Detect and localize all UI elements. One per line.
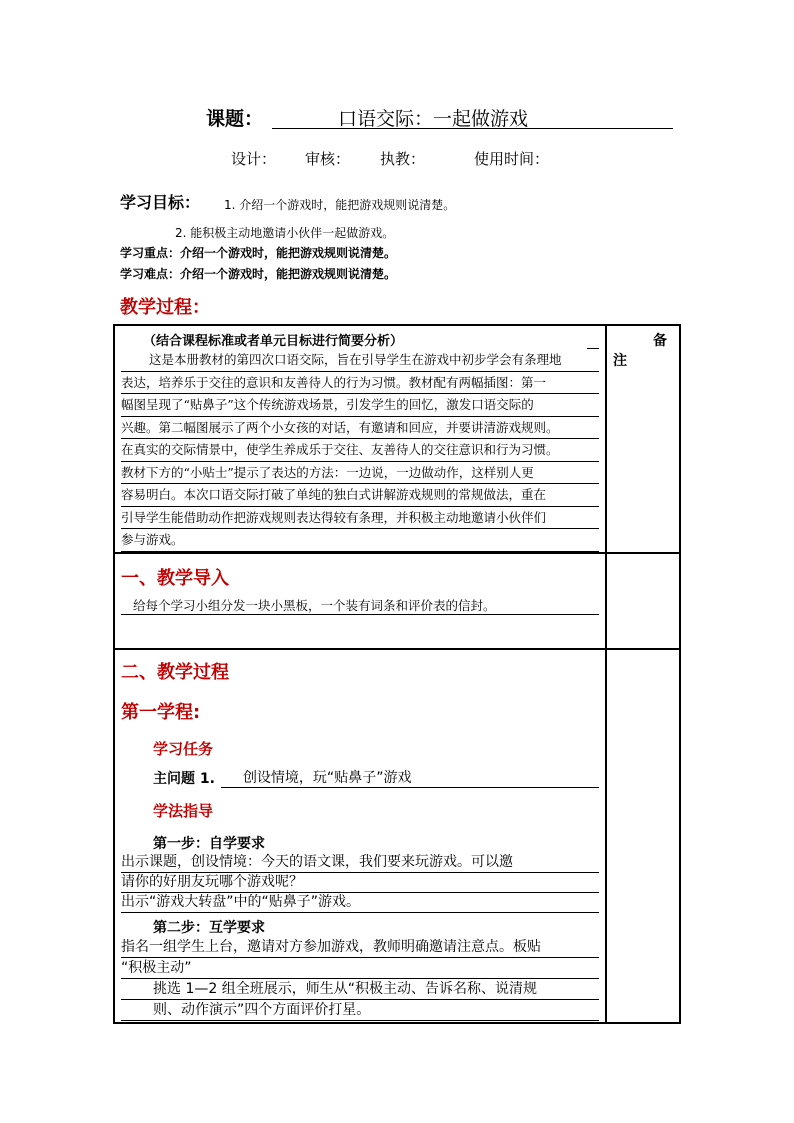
difficulty: 学习难点：介绍一个游戏时，能把游戏规则说清楚。 (120, 267, 397, 281)
step2-line: 指名一组学生上台，邀请对方参加游戏，教师明确邀请注意点。板贴 (121, 937, 599, 958)
header-blank (587, 334, 599, 349)
step1-line: 出示课题，创设情境：今天的语文课，我们要来玩游戏。可以邀 (121, 853, 599, 873)
step1-line: 出示“游戏大转盘”中的“贴鼻子”游戏。 (121, 893, 599, 913)
notes-cell (606, 553, 680, 649)
step1-label: 第一步：自学要求 (153, 835, 265, 852)
analysis-cell (114, 325, 606, 553)
step2-line: 挑选 1—2 组全班展示，师生从“积极主动、告诉名称、说清规 (121, 979, 599, 1000)
title-row (0, 104, 794, 132)
analysis-line: 幅图呈现了“贴鼻子”这个传统游戏场景，引发学生的回忆，激发口语交际的 (121, 394, 599, 417)
analysis-text (121, 349, 599, 552)
section1-text: 给每个学习小组分发一块小黑板，一个装有词条和评价表的信封。 (121, 598, 599, 615)
step2-line: “积极主动” (121, 958, 599, 979)
title-label: 课题： (206, 108, 264, 130)
goal-2: 2. 能积极主动地邀请小伙伴一起做游戏。 (175, 226, 395, 240)
goal-1: 1. 介绍一个游戏时，能把游戏规则说清楚。 (224, 198, 456, 212)
use-time-label: 使用时间： (474, 150, 550, 168)
main-question (121, 767, 599, 788)
review-label: 审核： (305, 150, 351, 168)
step2-label: 第二步：互学要求 (153, 919, 265, 936)
notes-label-2: 注 (613, 353, 627, 369)
analysis-line: 在真实的交际情景中，使学生养成乐于交往、友善待人的交往意识和行为习惯。 (121, 439, 599, 462)
analysis-line: 表达，培养乐于交往的意识和友善待人的行为习惯。教材配有两幅插图：第一 (121, 372, 599, 395)
intro-section-cell (114, 553, 606, 649)
key-point: 学习重点：介绍一个游戏时，能把游戏规则说清楚。 (120, 246, 397, 260)
notes-cell (606, 649, 680, 1023)
analysis-line: 教材下方的“小贴士”提示了表达的方法：一边说，一边做动作，这样别人更 (121, 462, 599, 485)
task-label: 学习任务 (153, 739, 214, 758)
step1-line: 请你的好朋友玩哪个游戏呢？ (121, 873, 599, 893)
analysis-header: （结合课程标准或者单元目标进行简要分析） (143, 334, 404, 349)
method-label: 学法指导 (153, 801, 214, 820)
analysis-line: 引导学生能借助动作把游戏规则表达得较有条理，并积极主动地邀请小伙伴们 (121, 507, 599, 530)
process-section-cell (114, 649, 606, 1023)
page-title: 口语交际：一起做游戏 (338, 108, 529, 130)
stage1-title: 第一学程: (121, 701, 201, 723)
analysis-line: 这是本册教材的第四次口语交际，旨在引导学生在游戏中初步学会有条理地 (121, 349, 599, 372)
section2-title: 二、教学过程 (121, 661, 229, 683)
analysis-line: 参与游戏。 (121, 529, 599, 552)
analysis-line: 兴趣。第二幅图展示了两个小女孩的对话，有邀请和回应，并要讲清游戏规则。 (121, 417, 599, 440)
main-question-label: 主问题 1. (153, 770, 215, 787)
goals-label: 学习目标： (120, 193, 201, 212)
notes-label-1: 备 (653, 333, 667, 349)
lesson-table (113, 324, 681, 1024)
analysis-line: 容易明白。本次口语交际打破了单纯的独白式讲解游戏规则的常规做法，重在 (121, 484, 599, 507)
step2-line: 则、动作演示”四个方面评价打星。 (121, 1000, 599, 1021)
teach-label: 执教： (380, 150, 426, 168)
design-label: 设计： (231, 150, 277, 168)
main-question-text: 创设情境，玩“贴鼻子”游戏 (221, 767, 599, 788)
process-title: 教学过程： (120, 297, 210, 318)
section1-title: 一、教学导入 (121, 567, 229, 589)
notes-cell (606, 325, 680, 553)
